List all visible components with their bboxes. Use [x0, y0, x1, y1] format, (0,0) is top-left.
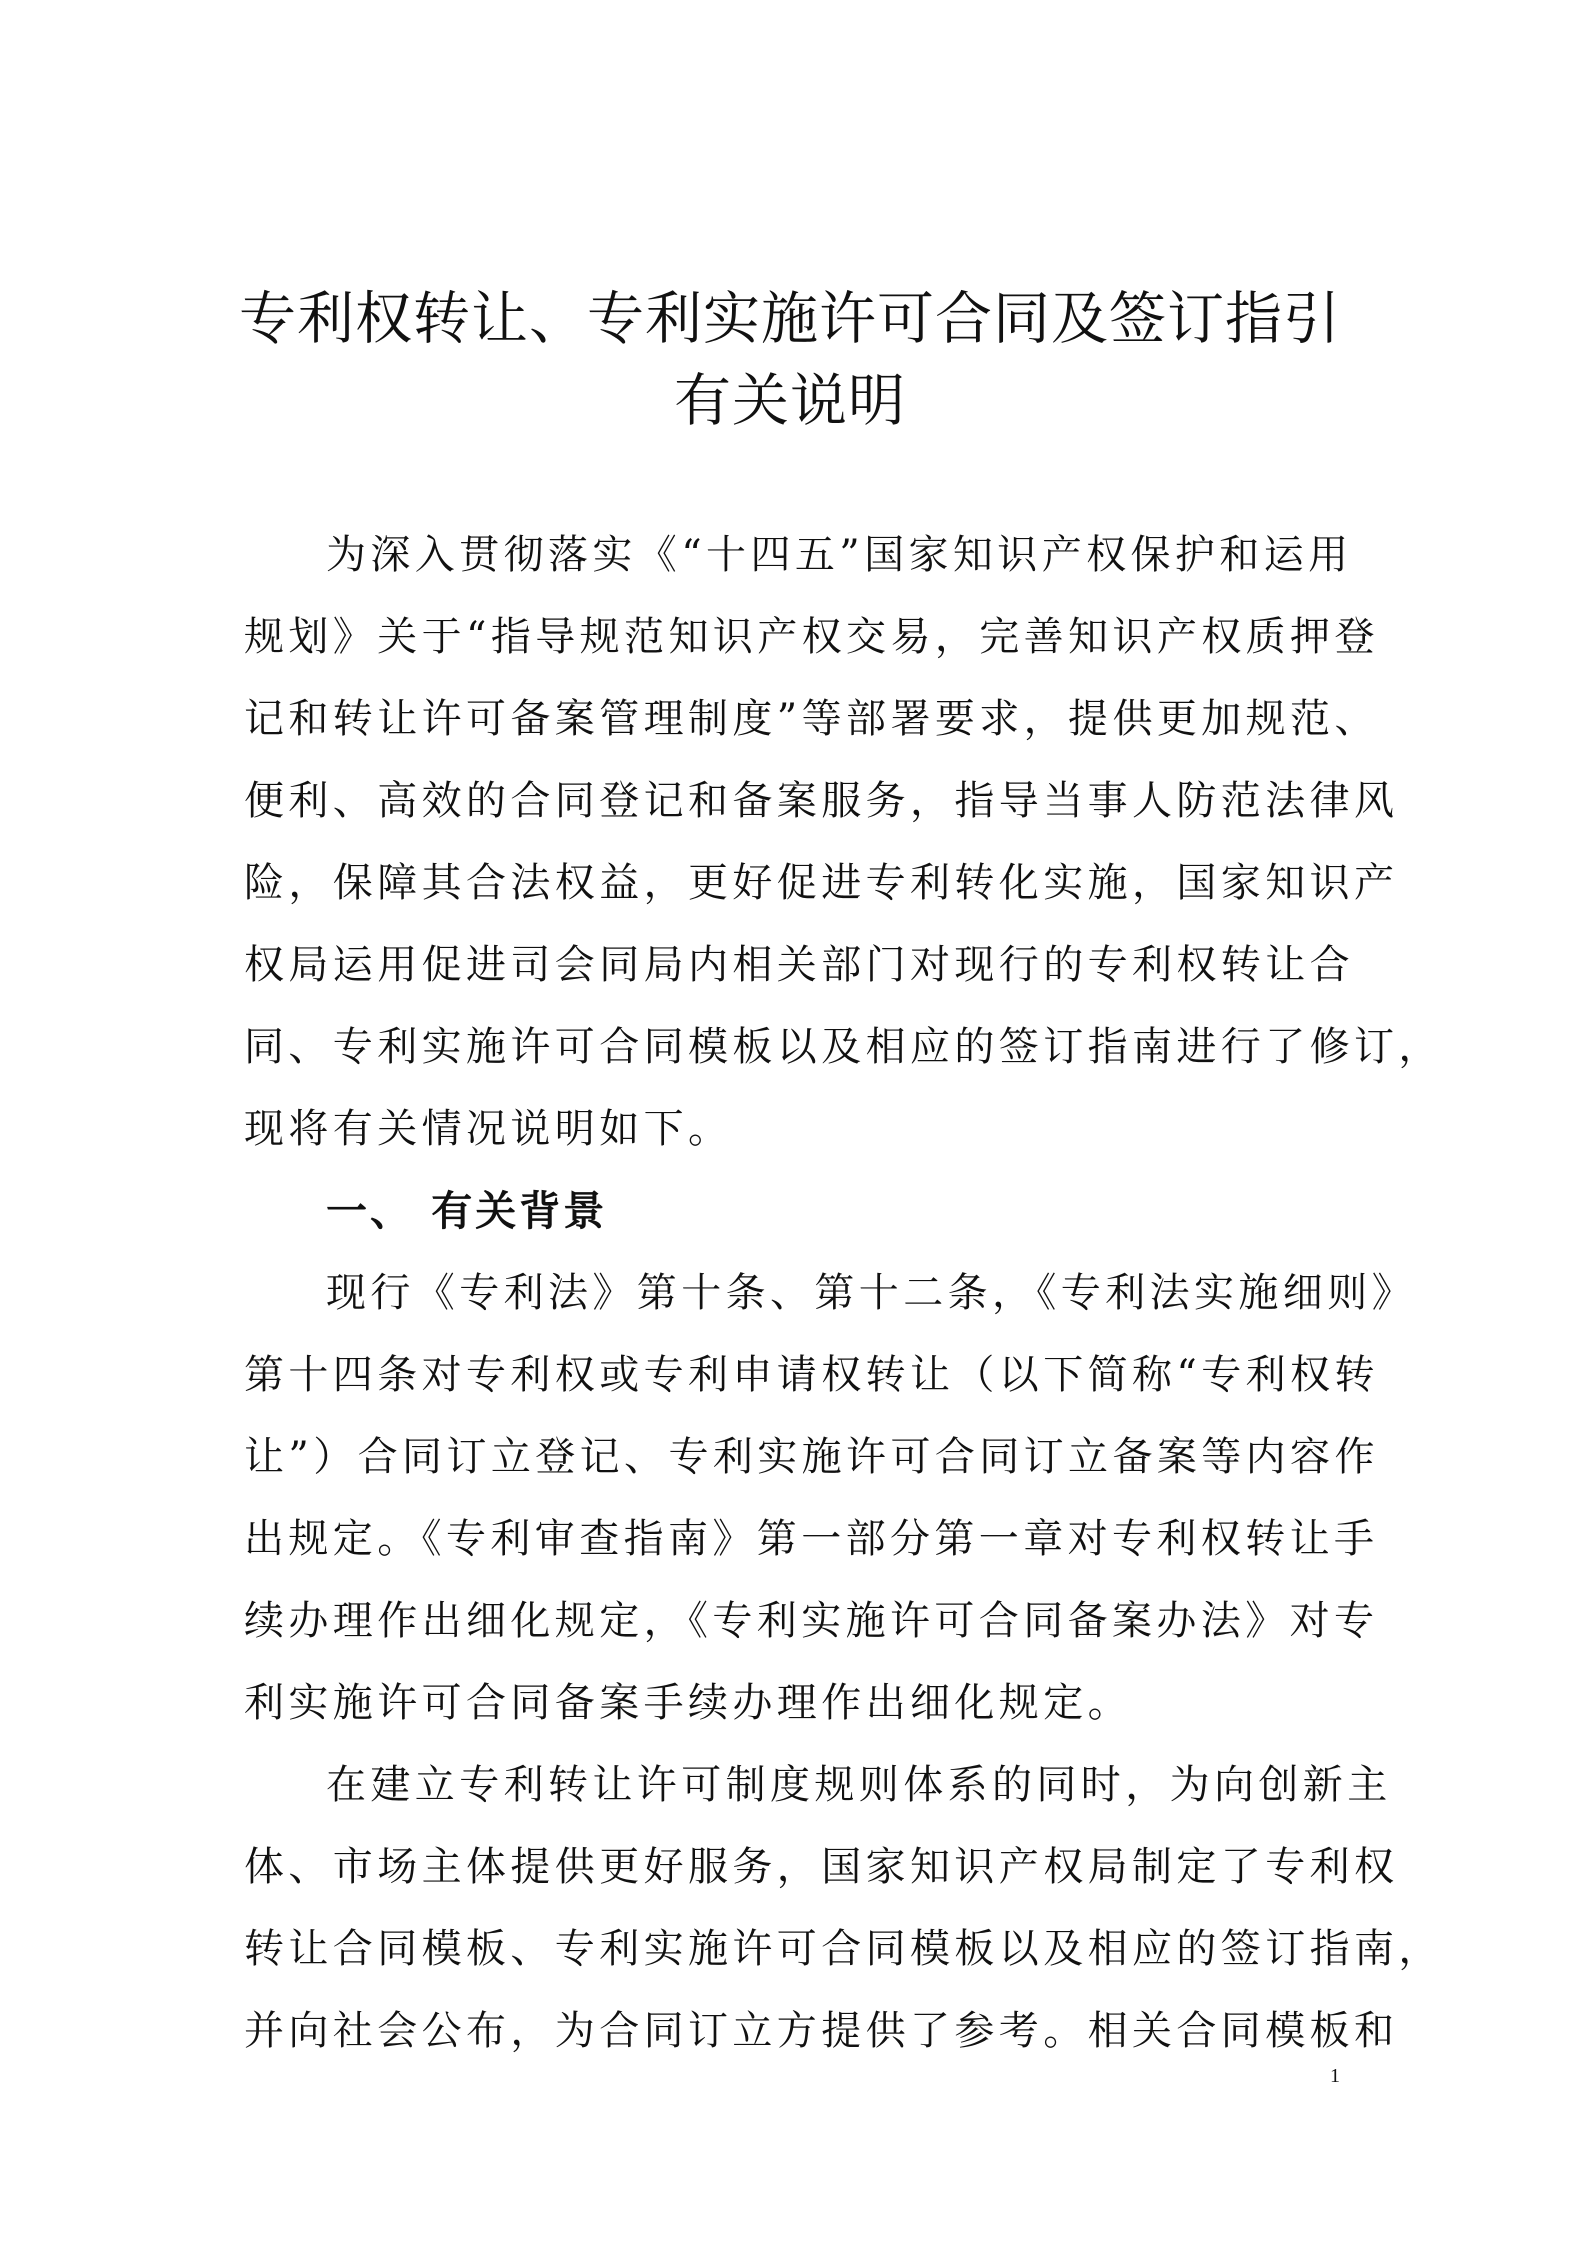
paragraph-line: 续办理作出细化规定，《专利实施许可合同备案办法》对专 [244, 1598, 1379, 1644]
paragraph-line: 并向社会公布，为合同订立方提供了参考。相关合同模板和 [244, 2008, 1399, 2054]
document-title-line-1: 专利权转让、专利实施许可合同及签订指引 [239, 286, 1341, 352]
page-number: 1 [1330, 2065, 1340, 2087]
paragraph-line: 让”）合同订立登记、专利实施许可合同订立备案等内容作 [244, 1434, 1379, 1480]
paragraph-line: 在建立专利转让许可制度规则体系的同时，为向创新主 [326, 1762, 1392, 1808]
paragraph-line: 现将有关情况说明如下。 [244, 1106, 733, 1152]
paragraph-line: 体、市场主体提供更好服务，国家知识产权局制定了专利权 [244, 1844, 1399, 1890]
paragraph-line: 记和转让许可备案管理制度”等部署要求，提供更加规范、 [244, 696, 1379, 742]
paragraph-line: 权局运用促进司会同局内相关部门对现行的专利权转让合 [244, 942, 1354, 988]
document-title-line-2: 有关说明 [674, 368, 906, 434]
paragraph-line: 规划》关于“指导规范知识产权交易，完善知识产权质押登 [244, 614, 1379, 660]
paragraph-line: 现行《专利法》第十条、第十二条，《专利法实施细则》 [326, 1270, 1416, 1316]
paragraph-line: 第十四条对专利权或专利申请权转让（以下简称“专利权转 [244, 1352, 1379, 1398]
paragraph-line: 同、专利实施许可合同模板以及相应的签订指南进行了修订， [244, 1024, 1443, 1070]
paragraph-line: 便利、高效的合同登记和备案服务，指导当事人防范法律风 [244, 778, 1399, 824]
paragraph-line: 转让合同模板、专利实施许可合同模板以及相应的签订指南， [244, 1926, 1443, 1972]
paragraph-line: 险，保障其合法权益，更好促进专利转化实施，国家知识产 [244, 860, 1399, 906]
section-heading: 一、 有关背景 [326, 1187, 608, 1235]
paragraph-line: 为深入贯彻落实《“十四五”国家知识产权保护和运用 [326, 532, 1353, 578]
paragraph-line: 利实施许可合同备案手续办理作出细化规定。 [244, 1680, 1132, 1726]
paragraph-line: 出规定。《专利审查指南》第一部分第一章对专利权转让手 [244, 1516, 1379, 1562]
